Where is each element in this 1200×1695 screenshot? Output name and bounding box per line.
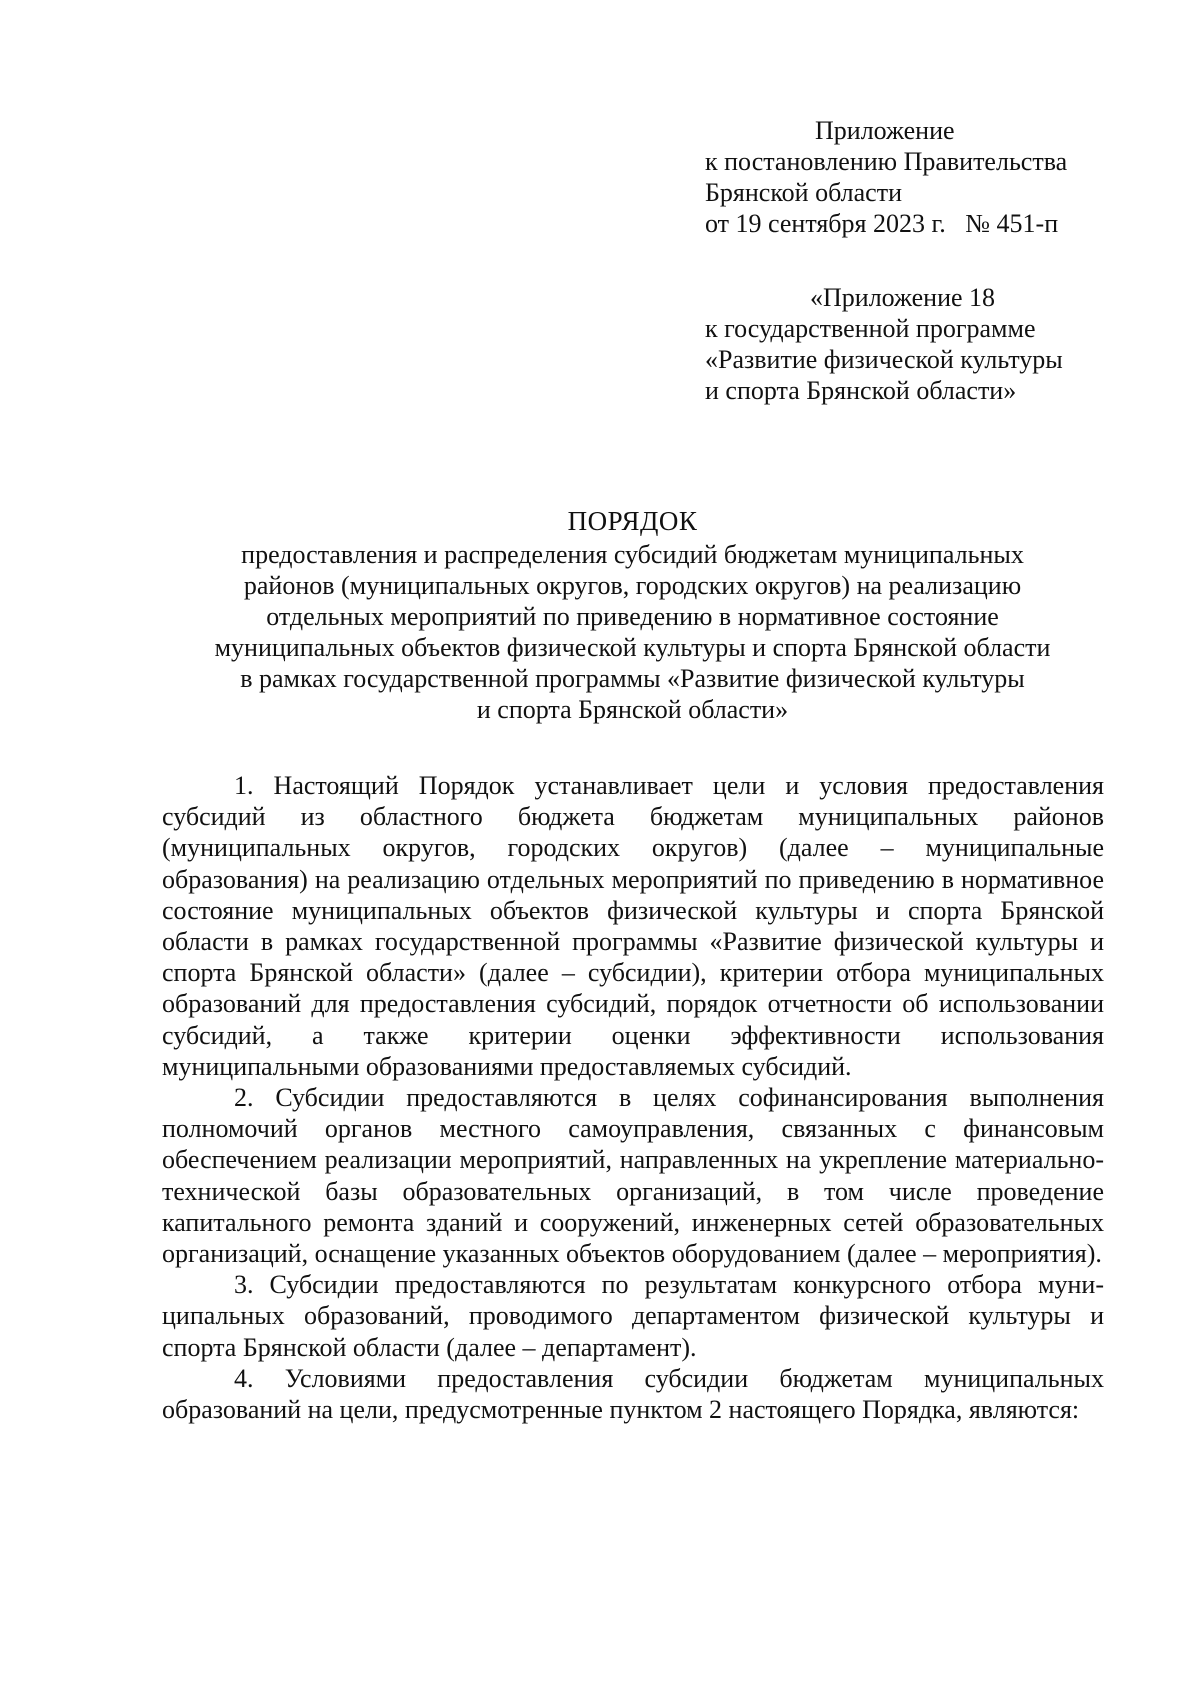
approval-date: от 19 сентября 2023 г. bbox=[705, 209, 946, 238]
paragraph-1: 1. Настоящий Порядок устанавливает цели и условия предоставления субсидий из областного бюджета бюджетам муниципальных районов (муниципальных округов, городских округов) (далее – муниципальные образования) на реализацию отдельных мероприятий по приведению в нормативное состояние муниципальных объектов физической культуры и спорта Брянской области в рамках государственной программы «Развитие физической культуры и спорта Брянской области» (далее – субсидии), критерии отбора муниципальных образований для предоставления субсидий, порядок отчетности об использовании субсидий, а также критерии оценки эффективности использования муниципальными образованиями предоставляемых субсидий. bbox=[162, 771, 1104, 1081]
paragraph-3: 3. Субсидии предоставляются по результатам конкурсного отбора муниципальных образований, проводимого департаментом физической культуры и спорта Брянской области (далее – департамент). bbox=[162, 1270, 1104, 1362]
document-title-block bbox=[150, 506, 1115, 725]
approval-title: Приложение bbox=[815, 116, 955, 145]
approval-stamp-block bbox=[705, 115, 1165, 239]
program-ref-line-4: и спорта Брянской области» bbox=[705, 376, 1017, 405]
document-title: ПОРЯДОК bbox=[567, 506, 698, 536]
paragraph-2: 2. Субсидии предоставляются в целях софинансирования выполнения полномочий органов местного самоуправления, связанных с финансовым обеспечением реализации мероприятий, направленных на укрепление материально-технической базы образовательных организаций, в том числе проведение капитального ремонта зданий и сооружений, инженерных сетей образовательных организаций, оснащение указанных объектов оборудованием (далее – мероприятия). bbox=[162, 1083, 1104, 1269]
title-line: районов (муниципальных округов, городских округов) на реализацию bbox=[243, 571, 1022, 600]
program-ref-line-2: к государственной программе bbox=[705, 314, 1036, 343]
title-line: в рамках государственной программы «Развитие физической культуры bbox=[240, 664, 1025, 693]
approval-line-2: к постановлению Правительства bbox=[705, 147, 1068, 176]
program-ref-line-1: «Приложение 18 bbox=[810, 283, 996, 312]
paragraph-4: 4. Условиями предоставления субсидии бюджетам муниципальных образований на цели, предусмотренные пунктом 2 настоящего Порядка, являются: bbox=[162, 1363, 1104, 1425]
approval-number: № 451-п bbox=[965, 209, 1059, 238]
title-line: предоставления и распределения субсидий бюджетам муниципальных bbox=[241, 540, 1024, 569]
document-body bbox=[162, 770, 1104, 1425]
title-line: отдельных мероприятий по приведению в нормативное состояние bbox=[266, 602, 999, 631]
approval-line-3: Брянской области bbox=[705, 178, 902, 207]
title-line: муниципальных объектов физической культуры и спорта Брянской области bbox=[214, 633, 1051, 662]
program-reference-block bbox=[705, 282, 1165, 406]
title-line: и спорта Брянской области» bbox=[476, 695, 789, 724]
program-ref-line-3: «Развитие физической культуры bbox=[705, 345, 1063, 374]
